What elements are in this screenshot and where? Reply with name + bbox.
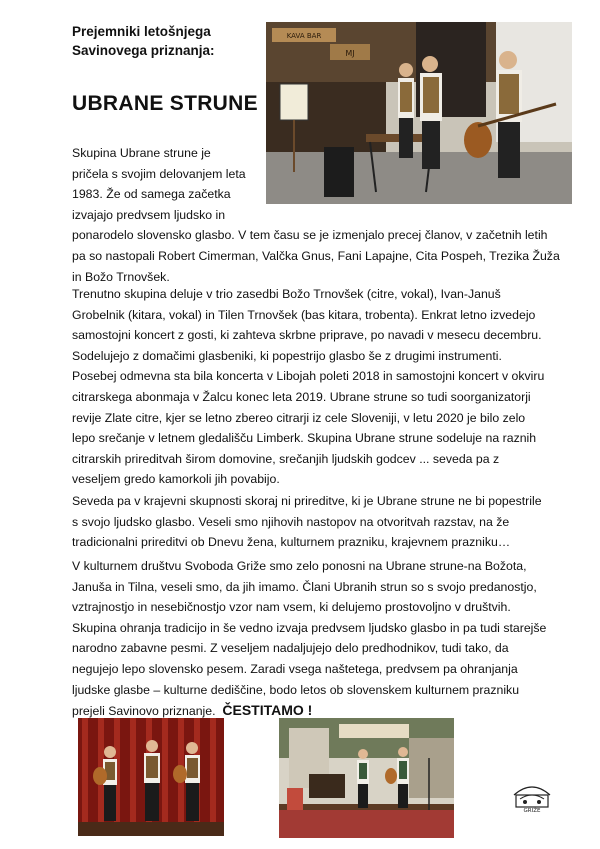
intro-line-1: Prejemniki letošnjega <box>72 24 211 39</box>
p4-line: V kulturnem društvu Svoboda Griže smo zelo ponosni na Ubrane strune-na Božota, <box>72 559 527 573</box>
p2-line: Grobelnik (kitara, vokal) in Tilen Trnovšek (bas kitara, trobenta). Enkrat letno izvedejo <box>72 307 536 322</box>
p2-line: citrarskih prireditvah širom domovine, srečanjih ljudskih godcev ... seveda pa z <box>72 451 500 466</box>
p1-line: pričela s svojim delovanjem leta <box>72 166 246 181</box>
p4-line: negujejo lepo slovensko pesem. Zaradi vsega naštetega, predvsem pa ohranjanja <box>72 661 518 676</box>
logo-text: GRIŽE <box>523 808 541 813</box>
p3-line: tradicionalni prireditvi ob Dnevu žena, kulturnem prazniku, krajevnem prazniku… <box>72 535 511 550</box>
sign-mj: MJ <box>345 49 355 58</box>
p2-line: lepo srečanje v letnem gledališču Limberk. Skupina Ubrane strune sodeluje na raznih <box>72 431 537 446</box>
p2-line: samostojni koncert z gosti, ki zahteva skrbne priprave, po navadi v mesecu decembru. <box>72 328 542 343</box>
p1-line: ponarodelo slovensko glasbo. V tem času se je izmenjalo precej članov, v začetnih letih <box>72 228 548 243</box>
paragraph-3 <box>72 491 572 553</box>
p4-line: prejeli Savinovo priznanje. <box>72 704 216 719</box>
paragraph-4 <box>72 556 572 722</box>
p2-line: revije Zlate citre, kjer se letno zbereo citrarji iz cele Sloveniji, v letu 2020 je bilo zelo <box>72 410 526 425</box>
p3-line: Seveda pa v krajevni skupnosti skoraj ni prireditve, ki je Ubrane strune ne bi popestrile <box>72 494 542 508</box>
page-title: UBRANE STRUNE <box>72 92 258 115</box>
p1-line: in Božo Trnovšek. <box>72 269 170 284</box>
paragraph-1 <box>72 143 572 287</box>
p4-line: vztrajnostjo in nesebičnostjo vzor nam vsem, ki delujemo prostovoljno v društvih. <box>72 600 511 615</box>
intro-line-2: Savinovega priznanja: <box>72 43 215 58</box>
p4-line: ljudske glasbe – kulturne dediščine, bodo letos ob slovenskem kulturnem prazniku <box>72 682 520 697</box>
intro-title <box>72 22 262 60</box>
p1-line: izvajajo predvsem ljudsko in <box>72 207 226 222</box>
photo-band-stage <box>78 718 224 836</box>
sign-kava-bar: KAVA BAR <box>286 32 322 40</box>
p4-line: narodno zabavne pesmi. Z veseljem nadaljujejo delo predhodnikov, tudi tako, da <box>72 641 509 656</box>
paragraph-2 <box>72 284 572 490</box>
p2-line: Sodelujejo z domačimi glasbeniki, ki popestrijo glasbo še z drugimi instrumenti. <box>72 348 502 363</box>
p4-line: Januša in Tilna, veseli smo, da jih imamo. Člani Ubranih strun so s svojo predanostjo, <box>72 579 537 594</box>
p3-line: s svojo ljudsko glasbo. Veseli smo njihovih nastopov na otvoritvah razstav, na že <box>72 514 510 529</box>
p1-line: Skupina Ubrane strune je <box>72 146 211 160</box>
photo-band-festival <box>279 718 454 838</box>
p1-line: 1983. Že od samega začetka <box>72 187 231 202</box>
p2-line: citrarskega abonmaja v Žalcu konec leta 2019. Ubrane strune so tudi soorganizatorji <box>72 389 531 404</box>
p1-line: pa so nastopali Robert Cimerman, Valčka Gnus, Fani Lapajne, Cita Pospeh, Trezika Žuža <box>72 248 560 263</box>
congratulations-text: ČESTITAMO ! <box>222 702 313 719</box>
p4-line: Skupina ohranja tradicijo in še vedno izvaja predvsem ljudsko glasbo in pa tudi starejše <box>72 620 547 635</box>
p2-line: veseljem gredo kamorkoli jih povabijo. <box>72 472 280 487</box>
p2-line: Trenutno skupina deluje v trio zasedbi Božo Trnovšek (citre, vokal), Ivan-Januš <box>72 287 501 301</box>
society-logo <box>510 781 554 813</box>
p2-line: Posebej odmevna sta bila koncerta v Libojah poleti 2018 in samostojni koncert v okviru <box>72 369 545 384</box>
